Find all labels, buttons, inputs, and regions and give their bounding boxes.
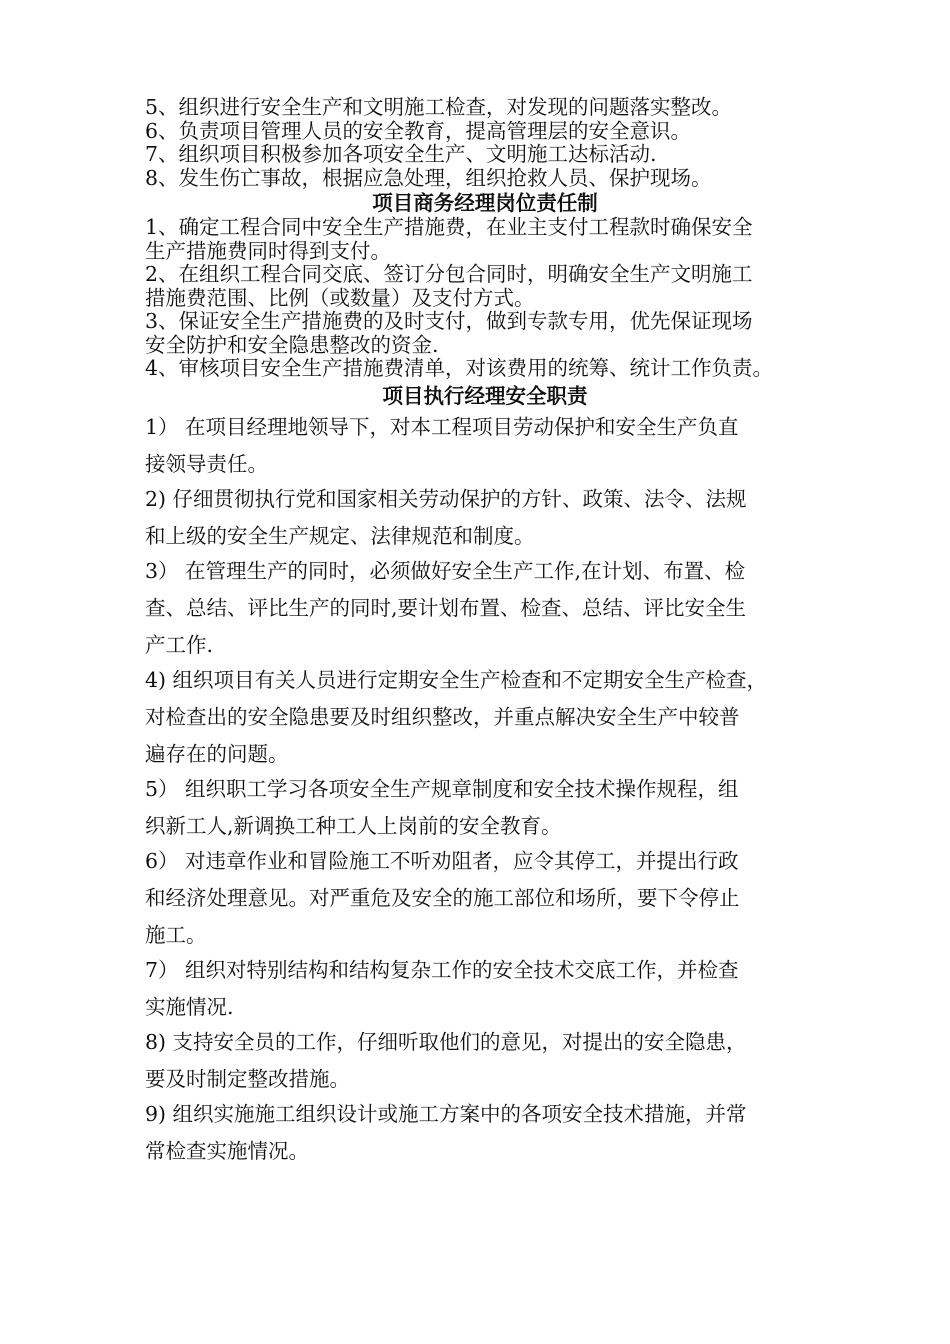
list-item: 6、负责项目管理人员的安全教育，提高管理层的安全意识。 <box>145 118 692 143</box>
list-item-line: 4) 组织项目有关人员进行定期安全生产检查和不定期安全生产检查， <box>145 667 768 692</box>
list-item <box>145 263 825 310</box>
list-item-line: 4、审核项目安全生产措施费清单，对该费用的统筹、统计工作负责。 <box>145 356 774 380</box>
list-item-line: 实施情况. <box>145 994 234 1019</box>
list-item-line: 对检查出的安全隐患要及时组织整改，并重点解决安全生产中较普 <box>145 704 740 729</box>
list-item <box>145 216 825 263</box>
section-2-list <box>145 216 825 381</box>
list-item <box>145 409 825 483</box>
list-item-line: 安全防护和安全隐患整改的资金. <box>145 332 439 357</box>
list-item <box>145 553 825 664</box>
list-item-line: 2) 仔细贯彻执行党和国家相关劳动保护的方针、政策、法令、法规 <box>145 486 747 511</box>
list-item-line: 和上级的安全生产规定、法律规范和制度。 <box>145 523 535 548</box>
list-item-line: 织新工人,新调换工种工人上岗前的安全教育。 <box>145 813 562 838</box>
list-item-line: 遍存在的问题。 <box>145 741 289 766</box>
list-item-line: 5） 组织职工学习各项安全生产规章制度和安全技术操作规程，组 <box>145 776 739 801</box>
list-item-line: 2、在组织工程合同交底、签订分包合同时，明确安全生产文明施工 <box>145 262 753 286</box>
list-item <box>145 952 825 1026</box>
list-item <box>145 481 825 555</box>
list-item-line: 和经济处理意见。对严重危及安全的施工部位和场所，要下令停止 <box>145 885 740 910</box>
list-item-line: 1） 在项目经理地领导下，对本工程项目劳动保护和安全生产负直 <box>145 414 739 439</box>
list-item <box>145 771 825 845</box>
list-item-line: 3、保证安全生产措施费的及时支付，做到专款专用，优先保证现场 <box>145 309 753 333</box>
list-item <box>145 843 825 954</box>
list-item <box>145 357 825 381</box>
list-item-line: 8) 支持安全员的工作，仔细听取他们的意见，对提出的安全隐患， <box>145 1029 747 1054</box>
list-item <box>145 310 825 357</box>
list-item-line: 查、总结、评比生产的同时,要计划布置、检查、总结、评比安全生 <box>145 595 747 620</box>
list-item: 5、组织进行安全生产和文明施工检查，对发现的问题落实整改。 <box>145 95 733 119</box>
list-item <box>145 662 825 773</box>
list-item-line: 接领导责任。 <box>145 451 268 476</box>
list-item-line: 7） 组织对特别结构和结构复杂工作的安全技术交底工作，并检查 <box>145 957 739 982</box>
list-item: 8、发生伤亡事故，根据应急处理，组织抢救人员、保护现场。 <box>145 165 712 190</box>
list-item-line: 产工作. <box>145 632 214 657</box>
list-item-line: 6） 对违章作业和冒险施工不听劝阻者，应令其停工，并提出行政 <box>145 848 739 873</box>
list-item-line: 施工。 <box>145 922 207 947</box>
document-page <box>145 96 825 1170</box>
list-item-line: 1、确定工程合同中安全生产措施费，在业主支付工程款时确保安全 <box>145 215 753 239</box>
list-item-line: 3） 在管理生产的同时，必须做好安全生产工作,在计划、布置、检 <box>145 558 746 583</box>
list-item: 7、组织项目积极参加各项安全生产、文明施工达标活动. <box>145 142 657 166</box>
section-3-list <box>145 409 825 1170</box>
list-item-line: 生产措施费同时得到支付。 <box>145 238 391 263</box>
list-item-line: 措施费范围、比例（或数量）及支付方式。 <box>145 285 535 310</box>
section-heading-business-manager: 项目商务经理岗位责任制 <box>372 191 598 215</box>
section-1-list <box>145 96 825 190</box>
list-item <box>145 1024 825 1098</box>
list-item-line: 9) 组织实施施工组织设计或施工方案中的各项安全技术措施，并常 <box>145 1101 747 1126</box>
list-item-line: 要及时制定整改措施。 <box>145 1066 350 1091</box>
section-heading-executive-manager: 项目执行经理安全职责 <box>382 383 588 408</box>
list-item <box>145 1096 825 1170</box>
list-item-line: 常检查实施情况。 <box>145 1138 309 1163</box>
